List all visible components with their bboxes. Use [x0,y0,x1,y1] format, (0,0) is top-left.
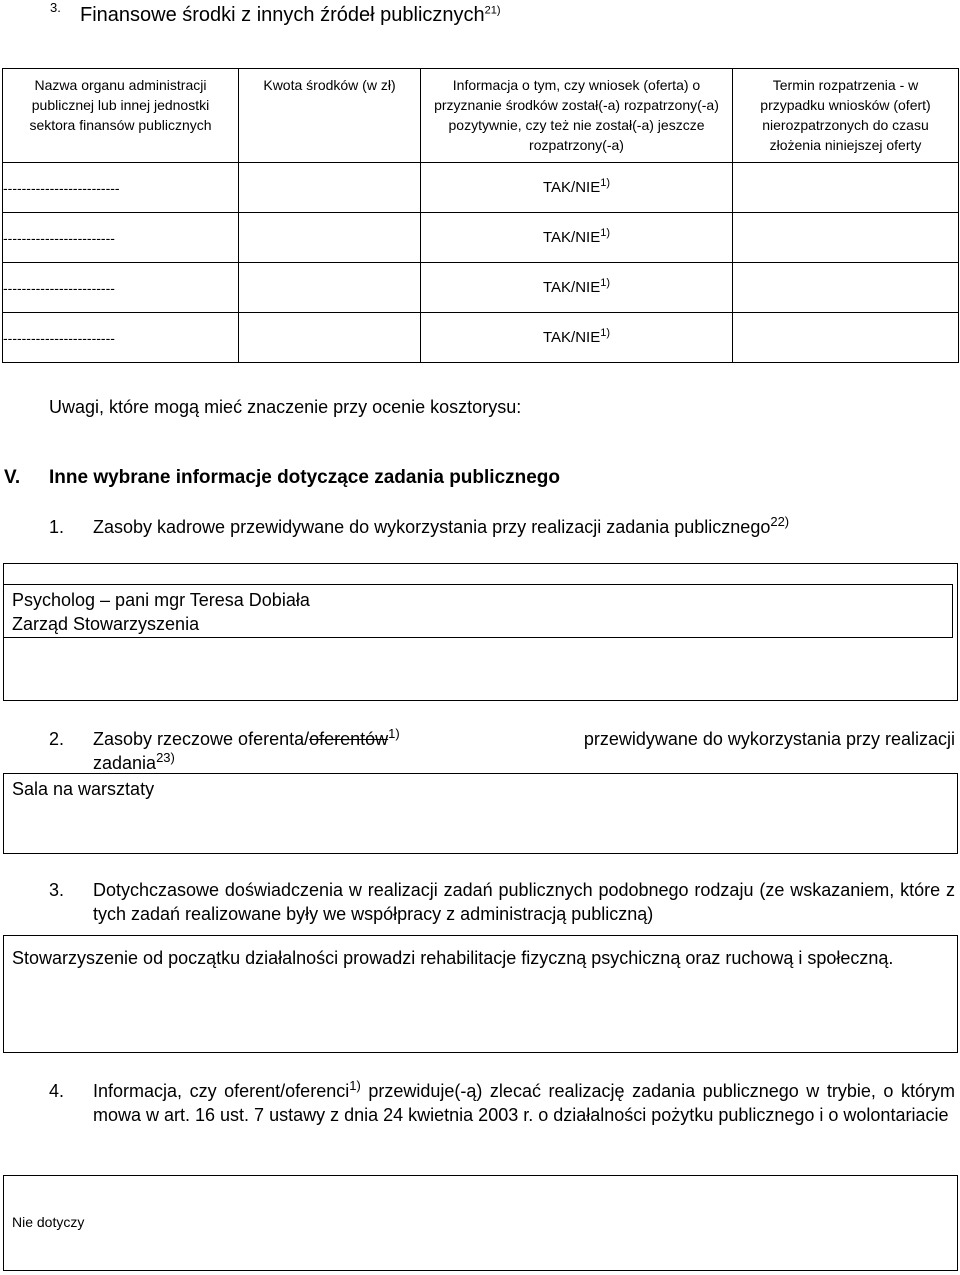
header-review-deadline: Termin rozpatrzenia - w przypadku wniosków (ofert) nierozpatrzonych do czasu złożenia niniejszej oferty [733,69,959,163]
item-2-line-2 [93,751,175,775]
section-v-number: V. [4,467,21,488]
item-2-struck-text: oferentów [309,729,389,749]
row-status-footnote: 1) [600,327,610,339]
section-v-title: Inne wybrane informacje dotyczące zadania publicznego [49,467,561,488]
item-2-text-b: przewidywane do wykorzystania przy realizacji [583,729,955,749]
row-status-footnote: 1) [600,177,610,189]
row-status-text: TAK/NIE [542,179,601,196]
staff-resources-line-2: Zarząd Stowarzyszenia [12,614,200,634]
item-4-text-b: przewiduje(-ą) zlecać realizację zadania publicznego w trybie, o którym mowa w art. 16 ust. 7 ustawy z dnia 24 kwietnia 2003 r. o działalności pożytku publicznego i o wolontariacie [93,1081,955,1125]
section-3-title [80,4,501,27]
row-status-text: TAK/NIE [542,279,601,296]
row-term[interactable] [733,263,959,313]
item-2-text-a-wrap [93,727,400,751]
header-amount: Kwota środków (w zł) [239,69,421,163]
row-authority-name[interactable]: ------------------------ [3,213,239,263]
table-header-row [3,69,959,163]
item-1-text [93,515,789,539]
item-1-label: Zasoby kadrowe przewidywane do wykorzystania przy realizacji zadania publicznego [93,517,771,537]
item-2-line-1 [93,727,955,751]
row-authority-name[interactable]: ------------------------ [3,263,239,313]
table-row [3,163,959,213]
experience-answer: Stowarzyszenie od początku działalności prowadzi rehabilitacje fizyczną psychiczną oraz ruchową i społeczną. [12,948,894,968]
item-2-footnote-2: 23) [156,750,175,765]
row-status[interactable] [421,263,733,313]
subcontracting-field[interactable] [3,1175,958,1271]
row-term[interactable] [733,313,959,363]
section-3-number: 3. [50,0,61,15]
remarks-label: Uwagi, które mogą mieć znaczenie przy ocenie kosztorysu: [49,397,522,417]
funding-sources-table [2,68,959,363]
row-authority-name[interactable]: ------------------------- [3,163,239,213]
material-resources-field[interactable] [3,773,958,854]
item-1-footnote: 22) [770,514,790,529]
row-status-text: TAK/NIE [542,229,601,246]
header-application-status: Informacja o tym, czy wniosek (oferta) o przyznanie środków został(-a) rozpatrzony(-a) pozytywnie, czy też nie został(-a) jeszcze rozpatrzony(-a) [421,69,733,163]
item-2-text-a: Zasoby rzeczowe oferenta/ [93,729,310,749]
item-2-text-c: zadania [93,753,157,773]
row-authority-name[interactable]: ------------------------ [3,313,239,363]
subcontracting-answer: Nie dotyczy [12,1214,85,1230]
row-term[interactable] [733,213,959,263]
row-status-footnote: 1) [600,277,610,289]
experience-field[interactable] [3,935,958,1053]
item-4-text [93,1079,955,1127]
staff-resources-field[interactable] [3,584,953,638]
item-2-number: 2. [49,729,65,749]
row-term[interactable] [733,163,959,213]
item-4-footnote: 1) [349,1078,361,1093]
row-status[interactable] [421,313,733,363]
item-2-footnote-1: 1) [388,726,400,741]
item-4-text-a: Informacja, czy oferent/oferenci [93,1081,350,1101]
header-authority-name: Nazwa organu administracji publicznej lub innej jednostki sektora finansów publicznych [3,69,239,163]
section-3-title-text: Finansowe środki z innych źródeł publicznych [80,4,485,26]
row-amount[interactable] [239,313,421,363]
section-3-footnote: 21) [484,4,501,17]
material-resources-answer: Sala na warsztaty [12,779,155,799]
row-status[interactable] [421,213,733,263]
item-1-number: 1. [49,517,65,537]
item-4-number: 4. [49,1081,65,1101]
table-row [3,313,959,363]
row-status-text: TAK/NIE [542,329,601,346]
item-3-number: 3. [49,880,65,900]
staff-resources-line-1: Psycholog – pani mgr Teresa Dobiała [12,590,310,610]
row-status[interactable] [421,163,733,213]
row-amount[interactable] [239,263,421,313]
row-amount[interactable] [239,213,421,263]
row-amount[interactable] [239,163,421,213]
table-row [3,213,959,263]
table-row [3,263,959,313]
item-3-text: Dotychczasowe doświadczenia w realizacji zadań publicznych podobnego rodzaju (ze wskazaniem, które z tych zadań realizowane były we współpracy z administracją publiczną) [93,880,955,924]
row-status-footnote: 1) [600,227,610,239]
